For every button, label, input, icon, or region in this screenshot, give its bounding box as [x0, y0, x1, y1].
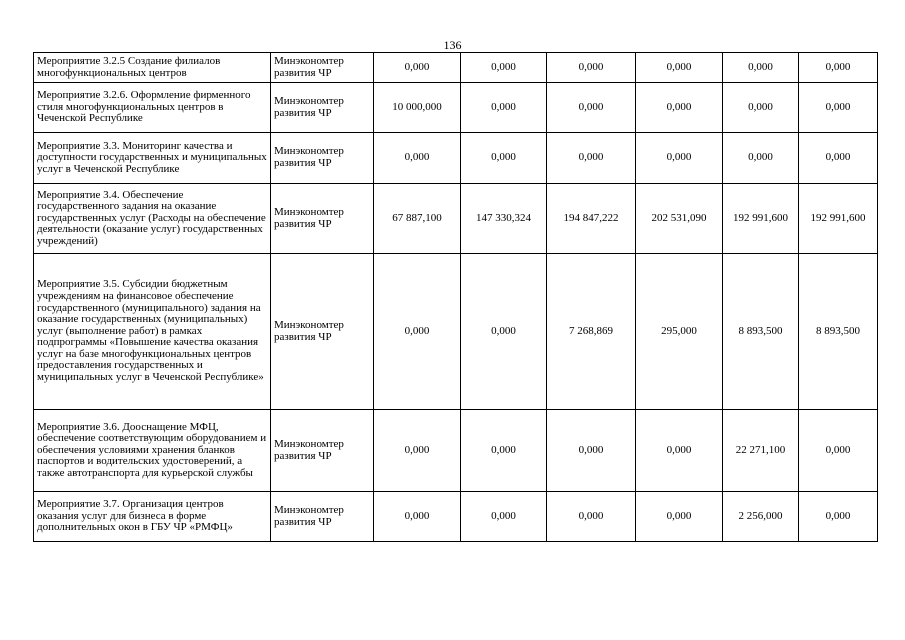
value-cell: 0,000	[374, 133, 461, 184]
value-cell: 194 847,222	[547, 184, 636, 254]
value-cell: 22 271,100	[723, 410, 799, 492]
value-cell: 0,000	[374, 492, 461, 542]
value-cell: 0,000	[547, 133, 636, 184]
page-number: 136	[443, 38, 462, 52]
value-cell: 0,000	[461, 410, 547, 492]
value-cell: 0,000	[461, 492, 547, 542]
table-row	[34, 254, 878, 410]
value-cell: 0,000	[547, 83, 636, 133]
value-cell: 192 991,600	[723, 184, 799, 254]
value-cell: 0,000	[799, 492, 878, 542]
executor-cell: Минэкономтер развития ЧР	[271, 410, 374, 492]
executor-cell: Минэкономтер развития ЧР	[271, 83, 374, 133]
value-cell: 0,000	[799, 133, 878, 184]
table-row	[34, 492, 878, 542]
value-cell: 0,000	[547, 53, 636, 83]
table-row	[34, 184, 878, 254]
value-cell: 8 893,500	[723, 254, 799, 410]
table-row	[34, 53, 878, 83]
value-cell: 0,000	[799, 83, 878, 133]
value-cell: 0,000	[636, 133, 723, 184]
activity-cell: Мероприятие 3.6. Дооснащение МФЦ, обеспечение соответствующим оборудованием и обеспечения условиями хранения бланков паспортов и водительских удостоверений, а также автотранспорта для курьерской службы	[34, 410, 271, 492]
value-cell: 2 256,000	[723, 492, 799, 542]
value-cell: 0,000	[461, 53, 547, 83]
value-cell: 0,000	[636, 83, 723, 133]
value-cell: 0,000	[723, 133, 799, 184]
value-cell: 147 330,324	[461, 184, 547, 254]
value-cell: 0,000	[374, 410, 461, 492]
executor-cell: Минэкономтер развития ЧР	[271, 53, 374, 83]
value-cell: 0,000	[799, 410, 878, 492]
value-cell: 0,000	[461, 83, 547, 133]
value-cell: 0,000	[636, 492, 723, 542]
value-cell: 67 887,100	[374, 184, 461, 254]
executor-cell: Минэкономтер развития ЧР	[271, 492, 374, 542]
budget-table	[33, 52, 878, 542]
value-cell: 0,000	[547, 410, 636, 492]
value-cell: 0,000	[636, 410, 723, 492]
table-row	[34, 133, 878, 184]
executor-cell: Минэкономтер развития ЧР	[271, 254, 374, 410]
value-cell: 7 268,869	[547, 254, 636, 410]
value-cell: 0,000	[374, 254, 461, 410]
value-cell: 0,000	[547, 492, 636, 542]
table-row	[34, 410, 878, 492]
activity-cell: Мероприятие 3.4. Обеспечение государственного задания на оказание государственных услуг (Расходы на обеспечение деятельности (оказание услуг) государственных учреждений)	[34, 184, 271, 254]
executor-cell: Минэкономтер развития ЧР	[271, 184, 374, 254]
executor-cell: Минэкономтер развития ЧР	[271, 133, 374, 184]
activity-cell: Мероприятие 3.5. Субсидии бюджетным учреждениям на финансовое обеспечение государственного (муниципального) задания на оказание государственных (муниципальных) услуг (выполнение работ) в рамках подпрограммы «Повышение качества оказания услуг на базе многофункциональных центров предоставления государственных и муниципальных услуг в Чеченской Республике»	[34, 254, 271, 410]
activity-cell: Мероприятие 3.2.6. Оформление фирменного стиля многофункциональных центров в Чеченской Республике	[34, 83, 271, 133]
value-cell: 0,000	[799, 53, 878, 83]
value-cell: 295,000	[636, 254, 723, 410]
value-cell: 10 000,000	[374, 83, 461, 133]
value-cell: 0,000	[374, 53, 461, 83]
value-cell: 8 893,500	[799, 254, 878, 410]
value-cell: 0,000	[636, 53, 723, 83]
activity-cell: Мероприятие 3.2.5 Создание филиалов многофункциональных центров	[34, 53, 271, 83]
value-cell: 0,000	[461, 133, 547, 184]
value-cell: 202 531,090	[636, 184, 723, 254]
value-cell: 192 991,600	[799, 184, 878, 254]
activity-cell: Мероприятие 3.3. Мониторинг качества и доступности государственных и муниципальных услуг в Чеченской Республике	[34, 133, 271, 184]
value-cell: 0,000	[723, 83, 799, 133]
activity-cell: Мероприятие 3.7. Организация центров оказания услуг для бизнеса в форме дополнительных окон в ГБУ ЧР «РМФЦ»	[34, 492, 271, 542]
value-cell: 0,000	[723, 53, 799, 83]
value-cell: 0,000	[461, 254, 547, 410]
table-row	[34, 83, 878, 133]
